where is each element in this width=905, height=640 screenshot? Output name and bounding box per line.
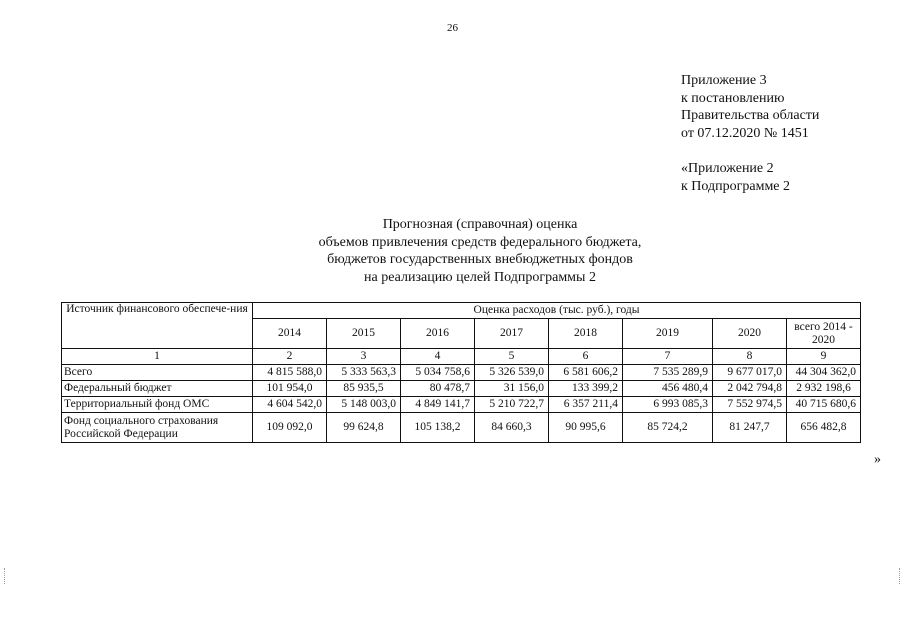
value-cell: 105 138,2: [401, 413, 475, 443]
source-cell: Федеральный бюджет: [62, 381, 253, 397]
value-cell: 5 148 003,0: [327, 397, 401, 413]
value-cell: 99 624,8: [327, 413, 401, 443]
value-cell: 90 995,6: [549, 413, 623, 443]
column-number-cell: 7: [623, 349, 713, 365]
year-cell: 2016: [401, 319, 475, 349]
value-cell: 81 247,7: [713, 413, 787, 443]
year-cell: 2017: [475, 319, 549, 349]
value-cell: 6 581 606,2: [549, 365, 623, 381]
column-number-cell: 4: [401, 349, 475, 365]
closing-quote: »: [874, 452, 881, 467]
column-number-row: [62, 349, 861, 365]
title-line: объемов привлечения средств федерального бюджета,: [318, 234, 642, 250]
column-number-cell: 8: [713, 349, 787, 365]
value-cell: 101 954,0: [253, 381, 327, 397]
value-cell: 6 357 211,4: [549, 397, 623, 413]
appendix-line: к постановлению: [681, 90, 785, 106]
source-cell: Всего: [62, 365, 253, 381]
source-header-cell: Источник финансового обеспече-ния: [62, 303, 253, 349]
value-cell: 133 399,2: [549, 381, 623, 397]
value-cell: 31 156,0: [475, 381, 549, 397]
value-cell: 80 478,7: [401, 381, 475, 397]
year-total-cell: всего 2014 - 2020: [787, 319, 861, 349]
value-cell: 4 849 141,7: [401, 397, 475, 413]
column-number-cell: 5: [475, 349, 549, 365]
appendix-line: от 07.12.2020 № 1451: [681, 125, 809, 141]
table-row: [62, 365, 861, 381]
value-cell: 6 993 085,3: [623, 397, 713, 413]
year-cell: 2020: [713, 319, 787, 349]
value-cell: 4 604 542,0: [253, 397, 327, 413]
value-cell: 40 715 680,6: [787, 397, 861, 413]
header-row: [62, 303, 861, 319]
value-cell: 2 042 794,8: [713, 381, 787, 397]
value-cell: 85 935,5: [327, 381, 401, 397]
table-row: [62, 397, 861, 413]
group-header-cell: Оценка расходов (тыс. руб.), годы: [253, 303, 861, 319]
document-title: [240, 216, 720, 286]
value-cell: 84 660,3: [475, 413, 549, 443]
year-cell: 2015: [327, 319, 401, 349]
scan-edge-mark-right: [899, 568, 901, 584]
value-cell: 85 724,2: [623, 413, 713, 443]
value-cell: 7 535 289,9: [623, 365, 713, 381]
title-line: Прогнозная (справочная) оценка: [382, 217, 578, 232]
value-cell: 2 932 198,6: [787, 381, 861, 397]
value-cell: 44 304 362,0: [787, 365, 861, 381]
appendix-ref-line: к Подпрограмме 2: [681, 178, 791, 194]
year-cell: 2019: [623, 319, 713, 349]
title-line: бюджетов государственных внебюджетных фондов: [327, 252, 633, 267]
source-cell: Фонд социального страхования Российской Федерации: [62, 413, 253, 443]
column-number-cell: 9: [787, 349, 861, 365]
value-cell: 4 815 588,0: [253, 365, 327, 381]
appendix-gap: [681, 142, 819, 160]
value-cell: 5 210 722,7: [475, 397, 549, 413]
column-number-cell: 3: [327, 349, 401, 365]
value-cell: 7 552 974,5: [713, 397, 787, 413]
year-cell: 2014: [253, 319, 327, 349]
value-cell: 5 326 539,0: [475, 365, 549, 381]
appendix-ref-line: «Приложение 2: [681, 161, 774, 176]
year-cell: 2018: [549, 319, 623, 349]
table-row: [62, 381, 861, 397]
financing-table: [61, 302, 861, 443]
value-cell: 9 677 017,0: [713, 365, 787, 381]
column-number-cell: 2: [253, 349, 327, 365]
table-row: [62, 413, 861, 443]
value-cell: 456 480,4: [623, 381, 713, 397]
column-number-cell: 1: [62, 349, 253, 365]
value-cell: 109 092,0: [253, 413, 327, 443]
appendix-block: [681, 72, 819, 195]
appendix-line: Правительства области: [681, 108, 820, 123]
appendix-line: Приложение 3: [681, 73, 767, 88]
value-cell: 656 482,8: [787, 413, 861, 443]
scan-edge-mark-left: [4, 568, 6, 584]
source-cell: Территориальный фонд ОМС: [62, 397, 253, 413]
page-number: 26: [447, 22, 458, 34]
value-cell: 5 333 563,3: [327, 365, 401, 381]
value-cell: 5 034 758,6: [401, 365, 475, 381]
column-number-cell: 6: [549, 349, 623, 365]
title-line: на реализацию целей Подпрограммы 2: [364, 269, 596, 285]
